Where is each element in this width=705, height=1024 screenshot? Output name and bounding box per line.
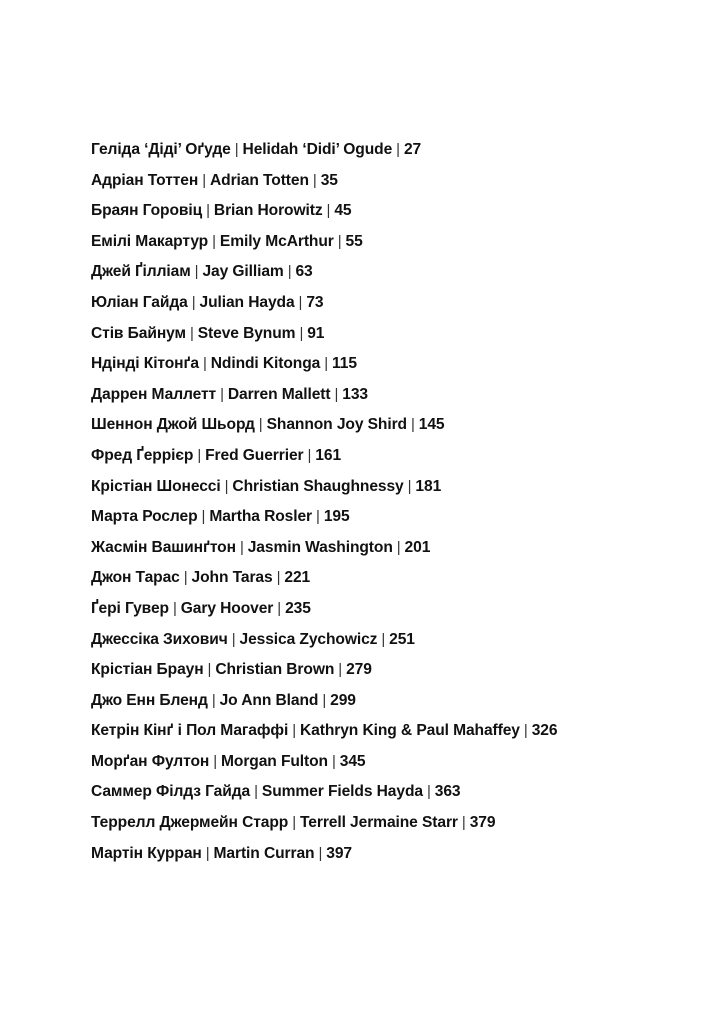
entry-name-ukrainian: Емілі Макартур <box>91 232 209 250</box>
entry-name-english: Christian Shaughnessy <box>232 477 404 495</box>
entry-separator: | <box>396 141 400 158</box>
entry-name-ukrainian: Джон Тарас <box>91 569 180 587</box>
entry-separator: | <box>523 722 528 740</box>
entry-page-number: 326 <box>531 722 558 740</box>
toc-entry <box>91 535 691 566</box>
entry-name-ukrainian: Морґан Фултон <box>91 752 210 770</box>
entry-separator: | <box>213 752 217 770</box>
entry-separator: | <box>338 661 343 679</box>
entry-separator: | <box>206 202 210 220</box>
entry-page-number: 91 <box>307 324 325 342</box>
entry-page-number: 63 <box>295 263 313 281</box>
entry-page-number: 379 <box>469 814 496 832</box>
entry-name-english: Ndindi Kitonga <box>210 355 321 373</box>
entry-separator: | <box>239 538 244 556</box>
toc-entry <box>91 198 691 229</box>
table-of-contents <box>91 137 691 871</box>
entry-name-english: Jo Ann Bland <box>219 691 319 709</box>
entry-separator: | <box>324 355 329 373</box>
entry-name-ukrainian: Ґері Гувер <box>91 599 169 617</box>
toc-entry <box>91 412 691 443</box>
entry-name-ukrainian: Кетрін Кінґ і Пол Магаффі <box>91 722 289 740</box>
entry-name-ukrainian: Джессіка Зихович <box>91 630 228 648</box>
entry-name-english: Adrian Totten <box>209 171 309 189</box>
entry-name-english: Julian Hayda <box>199 293 295 311</box>
entry-name-ukrainian: Стів Байнум <box>91 324 186 342</box>
entry-name-english: Jessica Zychowicz <box>239 630 378 648</box>
toc-entry <box>91 657 691 688</box>
toc-entry <box>91 596 691 627</box>
entry-name-ukrainian: Саммер Філдз Гайда <box>91 783 251 801</box>
entry-name-english: Martha Rosler <box>209 508 313 526</box>
toc-entry <box>91 259 691 290</box>
entry-page-number: 195 <box>323 508 350 526</box>
entry-separator: | <box>298 293 303 311</box>
entry-page-number: 181 <box>415 477 442 495</box>
entry-name-ukrainian: Юліан Гайда <box>91 293 188 311</box>
toc-entry <box>91 688 691 719</box>
entry-name-ukrainian: Геліда ‘Діді’ Оґуде <box>91 141 231 158</box>
toc-entry <box>91 382 691 413</box>
entry-separator: | <box>322 691 327 709</box>
entry-name-english: Fred Guerrier <box>205 446 304 464</box>
entry-separator: | <box>172 599 177 617</box>
entry-separator: | <box>318 844 323 862</box>
entry-name-ukrainian: Фред Ґеррієр <box>91 446 194 464</box>
toc-entry <box>91 841 691 872</box>
entry-separator: | <box>202 171 206 189</box>
entry-name-english: Shannon Joy Shird <box>266 416 407 434</box>
entry-name-ukrainian: Ндінді Кітонґа <box>91 355 199 373</box>
entry-name-ukrainian: Адріан Тоттен <box>91 171 199 189</box>
entry-name-english: Emily McArthur <box>219 232 334 250</box>
entry-separator: | <box>277 599 282 617</box>
entry-separator: | <box>191 293 196 311</box>
entry-name-english: Jasmin Washington <box>247 538 393 556</box>
entry-page-number: 35 <box>320 171 338 189</box>
entry-name-ukrainian: Террелл Джермейн Старр <box>91 814 289 832</box>
entry-separator: | <box>202 355 207 373</box>
toc-entry <box>91 779 691 810</box>
entry-name-ukrainian: Марта Рослер <box>91 508 198 526</box>
entry-page-number: 279 <box>346 661 372 679</box>
entry-name-ukrainian: Крістіан Браун <box>91 661 204 679</box>
entry-page-number: 55 <box>345 232 363 250</box>
entry-separator: | <box>276 569 281 587</box>
entry-separator: | <box>205 844 210 862</box>
entry-separator: | <box>396 538 401 556</box>
entry-separator: | <box>224 477 229 495</box>
entry-name-english: John Taras <box>191 569 273 587</box>
entry-name-english: Steve Bynum <box>197 324 296 342</box>
entry-separator: | <box>254 783 258 801</box>
toc-entry <box>91 321 691 352</box>
entry-separator: | <box>307 446 312 464</box>
entry-name-ukrainian: Жасмін Вашинґтон <box>91 538 236 556</box>
entry-name-english: Helidah ‘Didi’ Ogude <box>242 141 393 158</box>
entry-separator: | <box>287 263 292 281</box>
entry-separator: | <box>231 630 236 648</box>
toc-entry <box>91 168 691 199</box>
entry-separator: | <box>312 171 317 189</box>
entry-name-ukrainian: Крістіан Шонессі <box>91 477 221 495</box>
entry-separator: | <box>334 385 339 403</box>
entry-separator: | <box>197 446 202 464</box>
entry-separator: | <box>212 232 216 250</box>
entry-separator: | <box>316 508 320 526</box>
entry-page-number: 145 <box>418 416 445 434</box>
entry-name-ukrainian: Шеннон Джой Шьорд <box>91 416 255 434</box>
entry-name-english: Kathryn King & Paul Mahaffey <box>300 722 520 740</box>
entry-name-english: Terrell Jermaine Starr <box>300 814 458 832</box>
toc-entry <box>91 810 691 841</box>
entry-name-english: Martin Curran <box>213 844 315 862</box>
toc-entry <box>91 718 691 749</box>
entry-separator: | <box>194 263 199 281</box>
entry-name-ukrainian: Браян Горовіц <box>91 202 203 220</box>
entry-name-ukrainian: Джо Енн Бленд <box>91 691 208 709</box>
toc-entry <box>91 229 691 260</box>
entry-name-ukrainian: Даррен Маллетт <box>91 385 217 403</box>
entry-separator: | <box>326 202 331 220</box>
entry-separator: | <box>299 324 304 342</box>
entry-name-english: Christian Brown <box>215 661 335 679</box>
entry-page-number: 299 <box>330 691 356 709</box>
entry-name-english: Darren Mallett <box>227 385 331 403</box>
entry-name-ukrainian: Джей Ґілліам <box>91 263 191 281</box>
entry-name-english: Summer Fields Hayda <box>261 783 423 801</box>
entry-page-number: 251 <box>389 630 415 648</box>
entry-page-number: 345 <box>339 752 366 770</box>
entry-separator: | <box>292 814 297 832</box>
entry-separator: | <box>211 691 216 709</box>
entry-separator: | <box>461 814 466 832</box>
entry-page-number: 115 <box>332 355 357 373</box>
entry-name-ukrainian: Мартін Курран <box>91 844 202 862</box>
toc-entry <box>91 504 691 535</box>
entry-separator: | <box>220 385 224 403</box>
entry-separator: | <box>426 783 431 801</box>
entry-page-number: 45 <box>334 202 352 220</box>
entry-separator: | <box>207 661 212 679</box>
entry-separator: | <box>234 141 239 158</box>
entry-page-number: 133 <box>342 385 368 403</box>
entry-name-english: Gary Hoover <box>180 599 274 617</box>
entry-name-english: Morgan Fulton <box>221 752 328 770</box>
entry-page-number: 27 <box>403 141 422 158</box>
entry-separator: | <box>201 508 206 526</box>
entry-name-english: Jay Gilliam <box>202 263 284 281</box>
toc-entry <box>91 137 691 168</box>
entry-page-number: 73 <box>306 293 324 311</box>
toc-entry <box>91 627 691 658</box>
entry-page-number: 235 <box>285 599 311 617</box>
toc-entry <box>91 474 691 505</box>
entry-separator: | <box>331 752 336 770</box>
toc-entry <box>91 443 691 474</box>
toc-entry <box>91 565 691 596</box>
toc-entry <box>91 749 691 780</box>
toc-entry <box>91 351 691 382</box>
entry-page-number: 363 <box>434 783 461 801</box>
entry-page-number: 161 <box>315 446 342 464</box>
entry-page-number: 201 <box>404 538 431 556</box>
entry-separator: | <box>410 416 415 434</box>
entry-separator: | <box>183 569 188 587</box>
entry-separator: | <box>189 324 194 342</box>
entry-separator: | <box>292 722 296 740</box>
entry-separator: | <box>407 477 412 495</box>
entry-page-number: 397 <box>326 844 352 862</box>
entry-separator: | <box>337 232 342 250</box>
entry-name-english: Brian Horowitz <box>213 202 323 220</box>
toc-entry <box>91 290 691 321</box>
entry-page-number: 221 <box>284 569 311 587</box>
entry-separator: | <box>258 416 263 434</box>
entry-separator: | <box>381 630 386 648</box>
